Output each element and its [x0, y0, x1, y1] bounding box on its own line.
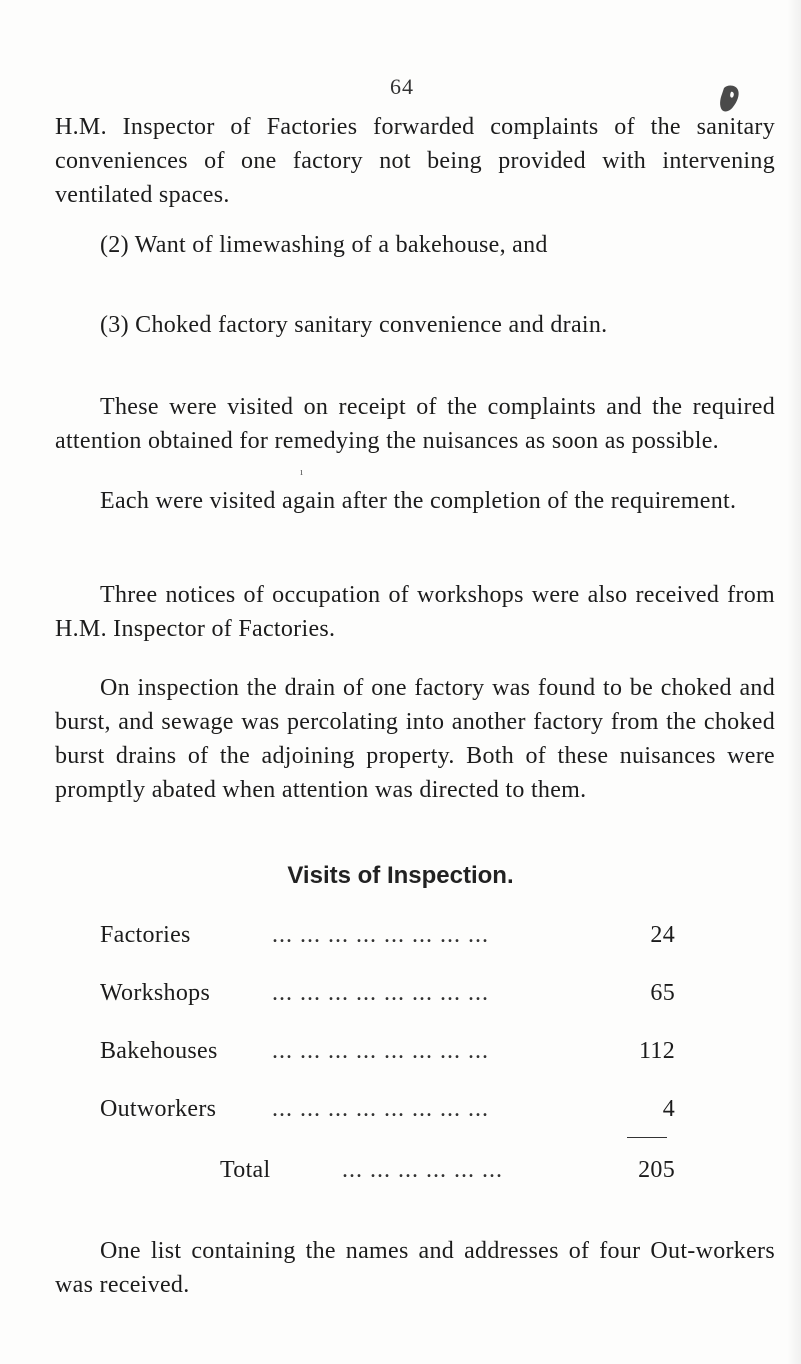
- row-value: 4: [662, 1096, 675, 1122]
- total-row: [100, 1153, 675, 1187]
- dot-leader: ... ... ... ... ... ... ... ...: [272, 1038, 489, 1064]
- dot-leader: ... ... ... ... ... ... ... ...: [272, 980, 489, 1006]
- page-number: 64: [390, 74, 414, 99]
- table-row: [100, 918, 675, 952]
- dot-leader: ... ... ... ... ... ...: [342, 1157, 503, 1183]
- dot-leader: ... ... ... ... ... ... ... ...: [272, 922, 489, 948]
- paragraph-drain-inspection: On inspection the drain of one factory was found to be choked and burst, and sewage was percolating into another factory from the choked burst drains of the adjoining property. Both of these nuisances were promptly abated when attention was directed to them.: [55, 675, 775, 803]
- visits-heading: Visits of Inspection.: [287, 862, 514, 889]
- row-label: Bakehouses: [100, 1038, 218, 1064]
- total-label: Total: [220, 1157, 271, 1183]
- row-label: Workshops: [100, 980, 211, 1006]
- row-label: Factories: [100, 922, 191, 948]
- paragraph-revisits: Each were visited again after the completion of the requirement.: [100, 488, 737, 514]
- table-row: [100, 1092, 675, 1126]
- stray-mark: ı: [300, 466, 304, 478]
- total-value: 205: [638, 1157, 675, 1183]
- paragraph-visits-remedy: These were visited on receipt of the complaints and the required attention obtained for remedying the nuisances as soon as possible.: [55, 394, 775, 454]
- paragraph-item-2: (2) Want of limewashing of a bakehouse, and: [100, 232, 548, 258]
- dot-leader: ... ... ... ... ... ... ... ...: [272, 1096, 489, 1122]
- paragraph-item-3: (3) Choked factory sanitary convenience and drain.: [100, 312, 608, 338]
- row-label: Outworkers: [100, 1096, 217, 1122]
- table-row: [100, 1034, 675, 1068]
- paragraph-outworkers-list: One list containing the names and addresses of four Out-workers was received.: [55, 1238, 775, 1298]
- total-divider: [627, 1137, 667, 1138]
- row-value: 24: [650, 922, 675, 948]
- row-value: 65: [650, 980, 675, 1006]
- table-row: [100, 976, 675, 1010]
- paragraph-inspector-complaints: H.M. Inspector of Factories forwarded complaints of the sanitary conveniences of one factory not being provided with intervening ventilated spaces.: [55, 114, 775, 208]
- row-value: 112: [638, 1038, 675, 1064]
- page-edge-shadow: [787, 0, 801, 1364]
- paragraph-workshop-notices: Three notices of occupation of workshops were also received from H.M. Inspector of Factories.: [55, 582, 775, 642]
